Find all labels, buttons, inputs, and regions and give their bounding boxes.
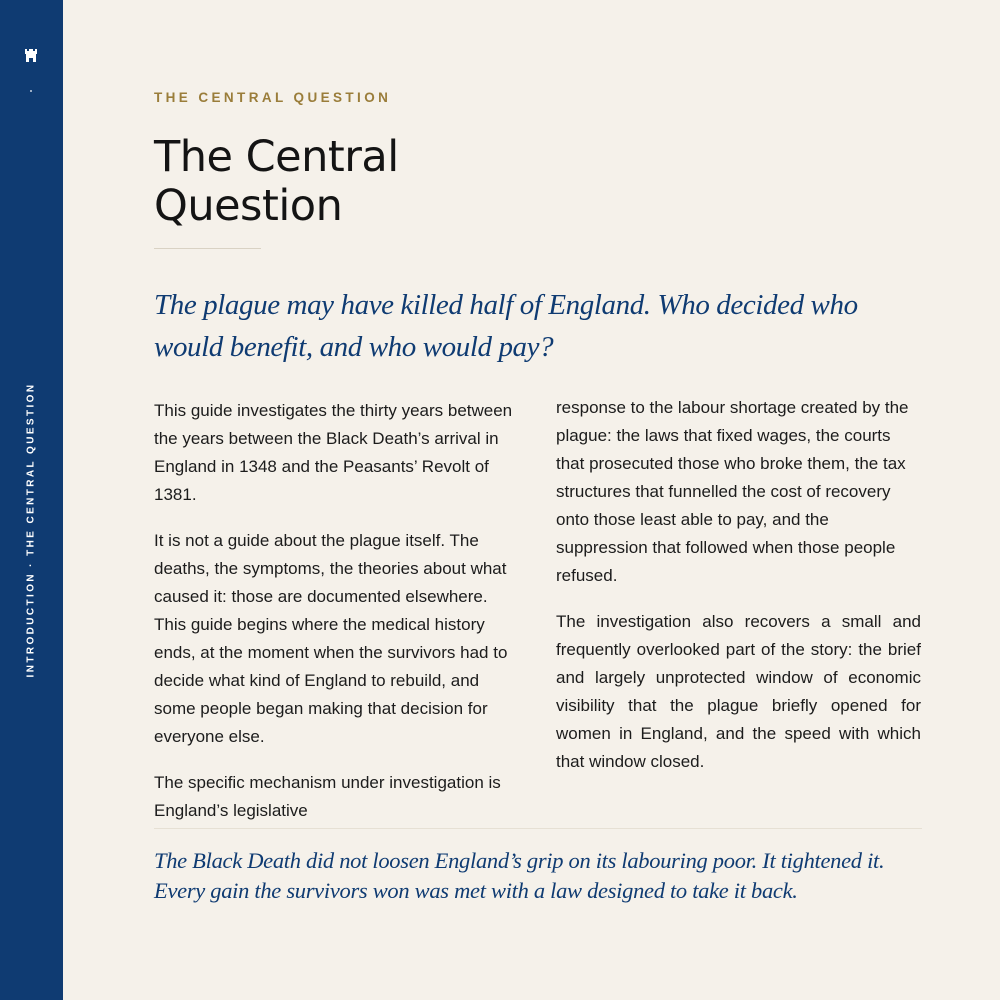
section-eyebrow: THE CENTRAL QUESTION	[154, 90, 392, 105]
pullquote: The Black Death did not loosen England’s grip on its labouring poor. It tightened it. Every gain the survivors won was met with a law designed to take it back.	[154, 848, 885, 903]
title-divider	[154, 248, 261, 249]
body-paragraph: This guide investigates the thirty years between the years between the Black Death’s arrival in England in 1348 and the Peasants’ Revolt of 1381.	[154, 401, 513, 504]
title-line-1: The Central	[154, 132, 399, 182]
body-paragraph: It is not a guide about the plague itself. The deaths, the symptoms, the theories about what caused it: those are documented elsewhere. This guide begins where the medical history ends, at the moment when the survivors had to decide what kind of England to rebuild, and some people began making that decision for everyone else.	[154, 531, 508, 746]
page-title	[154, 133, 514, 231]
lede-question: The plague may have killed half of England. Who decided who would benefit, and who would pay?	[154, 289, 858, 363]
body-paragraph: The specific mechanism under investigation is England’s legislative	[154, 773, 501, 820]
sidebar	[0, 0, 63, 1000]
pullquote-divider	[154, 828, 922, 829]
sidebar-section-label: INTRODUCTION · THE CENTRAL QUESTION	[25, 382, 37, 678]
body-column-right	[556, 394, 921, 794]
body-paragraph: The investigation also recovers a small and frequently overlooked part of the story: the brief and largely unprotected window of economic visibility that the plague briefly opened for women in England, and the speed with which that window closed.	[556, 612, 921, 771]
body-paragraph: response to the labour shortage created by the plague: the laws that fixed wages, the courts that prosecuted those who broke them, the tax structures that funnelled the cost of recovery onto those least able to pay, and the suppression that followed when those people refused.	[556, 398, 909, 585]
title-line-2: Question	[154, 181, 343, 231]
castle-icon	[24, 49, 38, 62]
sidebar-dot	[30, 90, 32, 92]
body-column-left	[154, 397, 519, 843]
